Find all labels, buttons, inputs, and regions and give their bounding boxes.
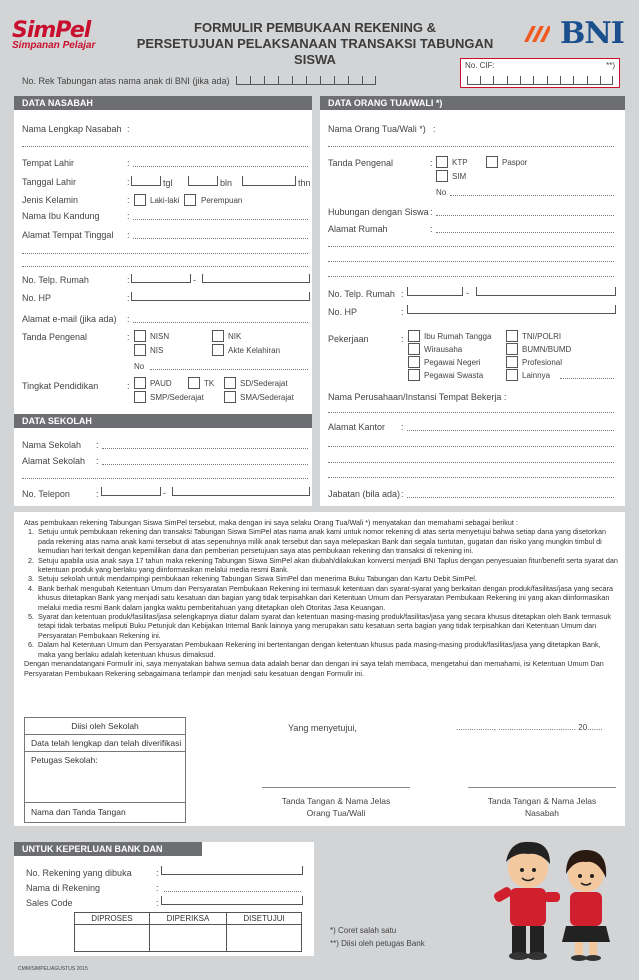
tingkat-label: Tingkat Pendidikan — [22, 381, 99, 391]
job-profesional-checkbox[interactable] — [506, 356, 518, 368]
alamat-kantor-label: Alamat Kantor — [328, 422, 386, 432]
ktp-checkbox[interactable] — [436, 156, 448, 168]
alamat-tinggal-input[interactable] — [133, 238, 308, 239]
job-irt-checkbox[interactable] — [408, 330, 420, 342]
form-title — [125, 20, 505, 68]
thn-input[interactable] — [242, 176, 296, 186]
ortu-tanda-pengenal-label: Tanda Pengenal — [328, 158, 394, 168]
nama-sekolah-input[interactable] — [102, 448, 308, 449]
colon: : — [156, 898, 159, 908]
approval-table — [74, 912, 302, 952]
nama-lengkap-input[interactable] — [22, 146, 308, 147]
alamat-kantor-line4[interactable] — [328, 477, 614, 478]
bln-input[interactable] — [188, 176, 218, 186]
school-verification-box — [24, 717, 186, 823]
cif-label: No. CIF: — [465, 61, 495, 70]
alamat-sekolah-input[interactable] — [102, 464, 308, 465]
alamat-rumah-input[interactable] — [436, 232, 614, 233]
colon: : — [430, 207, 433, 217]
alamat-tinggal-label: Alamat Tempat Tinggal — [22, 230, 114, 240]
terms-item: 6. Dalam hal Ketentuan Umum dan Persyaratan Pembukaan Rekening ini bertentangan dengan ketentuan khusus pada masing-masing produk/fasilitas/jasa yang ditetapkan Bank, maka yang berlaku adalah ketentuan khusus dimaksud. — [36, 640, 618, 659]
terms-item: 4. Bank berhak mengubah Ketentuan Umum dan Persyaratan Pembukaan Rekening ini termasuk ketentuan dan syarat-syarat yang berkaitan dengan produk/fasilitas/jasa yang secara khusus ditetapkan Bank yang menjadi satu kesatuan dan bagian yang tidak terpisahkan dari Ketentuan Umum dan Persyaratan Pembukaan Rekening ini yang akan diinformasikan melalui media resmi Bank dalam jangka waktu pemberitahuan yang ditetapkan oleh Otoritas Jasa Keuangan. — [36, 584, 618, 612]
colon: : — [156, 883, 159, 893]
signature-line-nasabah[interactable] — [468, 787, 616, 788]
data-lengkap-label: Data telah lengkap dan telah diverifikasi — [25, 735, 185, 752]
tgl-label: tgl — [163, 178, 173, 188]
ortu-hp-label: No. HP — [328, 307, 358, 317]
alamat-rumah-line4[interactable] — [328, 276, 614, 277]
smp-checkbox[interactable] — [134, 391, 146, 403]
form-title-line2: PERSETUJUAN PELAKSANAAN TRANSAKSI TABUNGAN SISWA — [136, 36, 494, 67]
nis-label: NIS — [150, 346, 164, 355]
telepon-sekolah-area-input[interactable] — [101, 487, 161, 496]
nama-rek-label: Nama di Rekening — [26, 883, 101, 893]
account-number-input[interactable] — [236, 74, 376, 85]
yang-menyetujui-label: Yang menyetujui, — [288, 723, 357, 733]
colon: : — [127, 332, 130, 342]
sekolah-header: DATA SEKOLAH — [14, 414, 312, 428]
form-title-line1: FORMULIR PEMBUKAAN REKENING & — [194, 20, 436, 35]
terms-item: 5. Syarat dan ketentuan produk/fasilitas/jasa selengkapnya diatur dalam syarat dan ketentuan masing-masing produk/fasilitas/jasa yang secara khusus ditetapkan oleh Bank termasuk tetapi tidak terbatas meliputi Buku Petunjuk dan Kebijakan Internal Bank lainnya yang merupakan satu kesatuan serta bagian yang tidak terpisahkan dari Ketentuan Umum dan Persyaratan Pembukaan Rekening ini. — [36, 612, 618, 640]
alamat-rumah-label: Alamat Rumah — [328, 224, 388, 234]
no-rek-dibuka-label: No. Rekening yang dibuka — [26, 868, 132, 878]
bni-logo — [520, 16, 630, 50]
nama-ibu-label: Nama Ibu Kandung — [22, 211, 100, 221]
alamat-sekolah-label: Alamat Sekolah — [22, 456, 86, 466]
perusahaan-label: Nama Perusahaan/Instansi Tempat Bekerja : — [328, 392, 507, 402]
terms-intro: Atas pembukaan rekening Tabungan Siswa SimPel tersebut, maka dengan ini saya selaku Orang Tua/Wali *) menyatakan dan memahami sebagai berikut : — [24, 518, 518, 527]
colon: : — [96, 440, 99, 450]
students-illustration — [480, 830, 630, 970]
alamat-tinggal-line3[interactable] — [22, 266, 308, 267]
colon: : — [127, 293, 130, 303]
laki-label: Laki-laki — [150, 196, 180, 205]
nisn-checkbox[interactable] — [134, 330, 146, 342]
colon: : — [127, 124, 130, 134]
nama-sekolah-label: Nama Sekolah — [22, 440, 82, 450]
nasabah-header: DATA NASABAH — [14, 96, 312, 110]
tk-label: TK — [204, 379, 215, 388]
ttd-nasabah-sub-label: Nasabah — [524, 808, 560, 818]
ortu-id-no-input[interactable] — [450, 195, 614, 196]
cif-note-marker: **) — [606, 61, 615, 70]
tgl-input[interactable] — [131, 176, 161, 186]
col-disetujui: DISETUJUI — [227, 913, 302, 925]
sma-checkbox[interactable] — [224, 391, 236, 403]
paspor-checkbox[interactable] — [486, 156, 498, 168]
bln-label: bln — [220, 178, 233, 188]
tanda-pengenal-label: Tanda Pengenal — [22, 332, 88, 342]
paud-checkbox[interactable] — [134, 377, 146, 389]
job-bumn-checkbox[interactable] — [506, 343, 518, 355]
signature-line-ortu[interactable] — [262, 787, 410, 788]
paspor-label: Paspor — [502, 158, 528, 167]
telp-rumah-area-input[interactable] — [131, 274, 191, 283]
colon: : — [127, 158, 130, 168]
perempuan-label: Perempuan — [201, 196, 243, 205]
note-petugas-bank: **) Diisi oleh petugas Bank — [330, 939, 425, 948]
hp-input[interactable] — [131, 292, 310, 301]
colon: : — [127, 381, 130, 391]
colon: : — [433, 124, 436, 134]
ortu-header: DATA ORANG TUA/WALI *) — [320, 96, 625, 110]
colon: : — [401, 334, 404, 344]
job-lainnya-input[interactable] — [560, 378, 614, 379]
diisi-sekolah-label: Diisi oleh Sekolah — [25, 718, 185, 735]
col-diperiksa: DIPERIKSA — [149, 913, 226, 925]
colon: : — [127, 195, 130, 205]
simpel-logo: SimPel — [12, 18, 91, 43]
ortu-id-no-label: No — [436, 188, 447, 197]
alamat-rumah-line3[interactable] — [328, 261, 614, 262]
job-bumn-label: BUMN/BUMD — [522, 345, 572, 354]
job-lainnya-checkbox[interactable] — [506, 369, 518, 381]
ttd-ortu-sub-label: Orang Tua/Wali — [306, 808, 366, 818]
nama-ibu-input[interactable] — [133, 219, 308, 220]
ttd-nasabah-label: Tanda Tangan & Nama Jelas — [487, 796, 597, 806]
nama-ttd-label: Nama dan Tanda Tangan — [31, 807, 126, 817]
nis-checkbox[interactable] — [134, 344, 146, 356]
alamat-kantor-input[interactable] — [407, 430, 614, 431]
colon: : — [401, 289, 404, 299]
tempat-lahir-input[interactable] — [133, 166, 308, 167]
paud-label: PAUD — [150, 379, 172, 388]
hp-label: No. HP — [22, 293, 52, 303]
pekerjaan-label: Pekerjaan — [328, 334, 369, 344]
alamat-kantor-line3[interactable] — [328, 462, 614, 463]
note-coret: *) Coret salah satu — [330, 926, 397, 935]
perempuan-checkbox[interactable] — [184, 194, 196, 206]
cif-field[interactable] — [460, 58, 620, 88]
colon: : — [401, 307, 404, 317]
jabatan-input[interactable] — [407, 497, 614, 498]
alamat-rumah-line2[interactable] — [328, 246, 614, 247]
job-swasta-label: Pegawai Swasta — [424, 371, 484, 380]
footer-code: CMM/SIMPEL/AGUSTUS 2015 — [18, 966, 88, 972]
account-number-label: No. Rek Tabungan atas nama anak di BNI (jika ada) — [22, 76, 230, 86]
terms-item: 3. Setuju sekolah untuk mendampingi pembukaan rekening Tabungan Siswa SimPel dan menerima Buku Tabungan dan Kartu Debit SimPel. — [36, 574, 618, 583]
tanggal-field[interactable]: ................., ................................... 20....... — [456, 723, 603, 732]
bni-wave-icon — [522, 22, 552, 46]
nik-label: NIK — [228, 332, 242, 341]
alamat-tinggal-line2[interactable] — [22, 253, 308, 254]
bank-use-header: UNTUK KEPERLUAN BANK DAN VALIDASI — [14, 842, 202, 856]
sd-label: SD/Sederajat — [240, 379, 288, 388]
dash: - — [193, 275, 196, 285]
bni-logo-text: BNI — [560, 16, 624, 51]
ortu-nama-input[interactable] — [328, 146, 614, 147]
job-lainnya-label: Lainnya — [522, 371, 551, 380]
telp-rumah-number-input[interactable] — [202, 274, 310, 283]
petugas-sekolah-label[interactable]: Petugas Sekolah: — [25, 752, 185, 803]
colon: : — [401, 489, 404, 499]
nisn-label: NISN — [150, 332, 170, 341]
akte-checkbox[interactable] — [212, 344, 224, 356]
terms-item: 1. Setuju untuk pembukaan rekening dan transaksi Tabungan Siswa SimPel atas nama anak kami untuk nomor rekening di atas serta menyetujui bahwa setiap dana yang disetorkan pada rekening atas nama anak kami tersebut di atas sepenuhnya milik anak tersebut dan saya melepaskan Bank dari segala tuntutan, gugatan dan risiko yang mungkin timbul di kemudian hari terkait dengan kepemilikan dana dan pemberian persetujuan saya atas pembukaan rekening dan transaksi di rekening ini. — [36, 527, 618, 555]
sales-code-label: Sales Code — [26, 898, 73, 908]
job-profesional-label: Profesional — [522, 358, 563, 367]
telp-rumah-label: No. Telp. Rumah — [22, 275, 89, 285]
thn-label: thn — [298, 178, 311, 188]
colon: : — [127, 314, 130, 324]
jenis-kelamin-label: Jenis Kelamin — [22, 195, 79, 205]
diproses-sign-cell[interactable] — [75, 925, 150, 952]
no-rek-dibuka-input[interactable] — [161, 866, 303, 875]
ortu-hp-input[interactable] — [407, 305, 616, 314]
id-no-label: No — [134, 362, 145, 371]
terms-closing: Dengan menandatangani Formulir ini, saya menyatakan bahwa semua data adalah benar dan dengan ini saya telah membaca, mengetahui dan memahami, isi Ketentuan Umum Dan Persyaratan Pembukaan Rekening sebagaimana terlampir dan menjadi satu kesatuan dengan Formulir ini. — [24, 659, 604, 678]
hubungan-label: Hubungan dengan Siswa — [328, 207, 429, 217]
job-pns-label: Pegawai Negeri — [424, 358, 481, 367]
sim-checkbox[interactable] — [436, 170, 448, 182]
laki-checkbox[interactable] — [134, 194, 146, 206]
smp-label: SMP/Sederajat — [150, 393, 204, 402]
colon: : — [96, 456, 99, 466]
ttd-ortu-label: Tanda Tangan & Nama Jelas — [281, 796, 391, 806]
dash: - — [163, 488, 166, 498]
sim-label: SIM — [452, 172, 467, 181]
job-pns-checkbox[interactable] — [408, 356, 420, 368]
dash: - — [466, 288, 469, 298]
alamat-sekolah-line2[interactable] — [22, 478, 308, 479]
job-wirausaha-label: Wirausaha — [424, 345, 463, 354]
ortu-telp-area-input[interactable] — [407, 287, 463, 296]
perusahaan-input[interactable] — [328, 412, 614, 413]
nama-lengkap-label: Nama Lengkap Nasabah — [22, 124, 122, 134]
diperiksa-sign-cell[interactable] — [149, 925, 226, 952]
colon: : — [430, 158, 433, 168]
telepon-sekolah-label: No. Telepon — [22, 489, 70, 499]
colon: : — [127, 230, 130, 240]
job-swasta-checkbox[interactable] — [408, 369, 420, 381]
disetujui-sign-cell[interactable] — [227, 925, 302, 952]
col-diproses: DIPROSES — [75, 913, 150, 925]
colon: : — [127, 211, 130, 221]
alamat-kantor-line2[interactable] — [328, 446, 614, 447]
terms-text — [24, 518, 618, 678]
colon: : — [127, 275, 130, 285]
jabatan-label: Jabatan (bila ada) — [328, 489, 401, 499]
telepon-sekolah-number-input[interactable] — [172, 487, 310, 496]
cif-input-boxes[interactable] — [467, 76, 613, 85]
job-tni-checkbox[interactable] — [506, 330, 518, 342]
ortu-telp-label: No. Telp. Rumah — [328, 289, 395, 299]
simpel-logo-subtitle: Simpanan Pelajar — [12, 40, 96, 51]
ortu-nama-label: Nama Orang Tua/Wali *) — [328, 124, 426, 134]
job-wirausaha-checkbox[interactable] — [408, 343, 420, 355]
colon: : — [156, 868, 159, 878]
colon: : — [127, 177, 130, 187]
colon: : — [401, 422, 404, 432]
colon: : — [430, 224, 433, 234]
nama-rek-input[interactable] — [164, 891, 301, 892]
sma-label: SMA/Sederajat — [240, 393, 294, 402]
ktp-label: KTP — [452, 158, 468, 167]
job-tni-label: TNI/POLRI — [522, 332, 562, 341]
job-irt-label: Ibu Rumah Tangga — [424, 332, 492, 341]
ortu-telp-number-input[interactable] — [476, 287, 616, 296]
tk-checkbox[interactable] — [188, 377, 200, 389]
tanggal-lahir-label: Tanggal Lahir — [22, 177, 77, 187]
sd-checkbox[interactable] — [224, 377, 236, 389]
colon: : — [96, 489, 99, 499]
email-label: Alamat e-mail (jika ada) — [22, 314, 117, 324]
email-input[interactable] — [133, 322, 308, 323]
terms-item: 2. Setuju apabila usia anak saya 17 tahun maka rekening Tabungan Siswa SimPel akan diubah/dilakukan konversi menjadi BNI Taplus dengan penyesuaian fitur/benefit serta syarat dan ketentuan produk yang berlaku yang diinformasikan melalui media resmi Bank. — [36, 556, 618, 575]
hubungan-input[interactable] — [436, 215, 614, 216]
nik-checkbox[interactable] — [212, 330, 224, 342]
sales-code-input[interactable] — [161, 896, 303, 905]
akte-label: Akte Kelahiran — [228, 346, 281, 355]
tempat-lahir-label: Tempat Lahir — [22, 158, 75, 168]
id-no-input[interactable] — [150, 369, 308, 370]
